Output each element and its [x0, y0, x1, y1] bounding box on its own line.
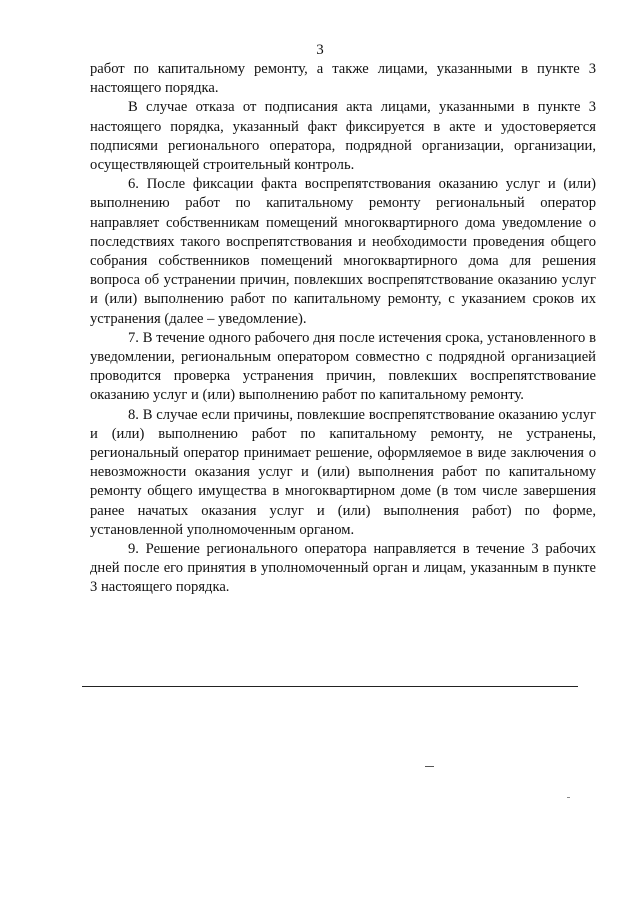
- paragraph-item-8: 8. В случае если причины, повлекшие воспрепятствование оказанию услуг и (или) выполнению работ по капитальному ремонту, не устранены, региональный оператор принимает решение, оформляемое в виде заключения о невозможности оказания услуг и (или) выполнения работ по капитальному ремонту общего имущества в многоквартирном доме (в том числе завершения ранее начатых оказания услуг и (или) выполнения работ) по форме, установленной уполномоченным органом.: [90, 406, 596, 538]
- paragraph-item-6: 6. После фиксации факта воспрепятствования оказанию услуг и (или) выполнению работ по капитальному ремонту региональный оператор направляет собственникам помещений многоквартирного дома уведомление о последствиях такого воспрепятствования и необходимости проведения общего собрания собственников помещений многоквартирного дома для решения вопроса об устранении причин, повлекших воспрепятствование оказанию услуг и (или) выполнению работ по капитальному ремонту, с указанием сроков их устранения (далее – уведомление).: [90, 176, 596, 327]
- page-number: 3: [316, 42, 324, 58]
- paragraph-item-7: 7. В течение одного рабочего дня после истечения срока, установленного в уведомлении, региональным оператором совместно с подрядной организацией проводится проверка устранения причин, повлекших воспрепятствование оказанию услуг и (или) выполнению работ по капитальному ремонту.: [90, 329, 596, 404]
- document-body: [90, 60, 596, 598]
- paragraph-refusal-to-sign: В случае отказа от подписания акта лицами, указанными в пункте 3 настоящего порядка, указанный факт фиксируется в акте и удостоверяется подписями регионального оператора, подрядной организации, организации, осуществляющей строительный контроль.: [90, 99, 596, 174]
- scan-mark: [567, 797, 570, 798]
- scan-mark: [425, 766, 434, 767]
- paragraph-continuation: работ по капитальному ремонту, а также лицами, указанными в пункте 3 настоящего порядка.: [90, 61, 596, 97]
- end-of-text-rule: [82, 686, 578, 687]
- paragraph-item-9: 9. Решение регионального оператора направляется в течение 3 рабочих дней после его принятия в уполномоченный орган и лицам, указанным в пункте 3 настоящего порядка.: [90, 541, 596, 596]
